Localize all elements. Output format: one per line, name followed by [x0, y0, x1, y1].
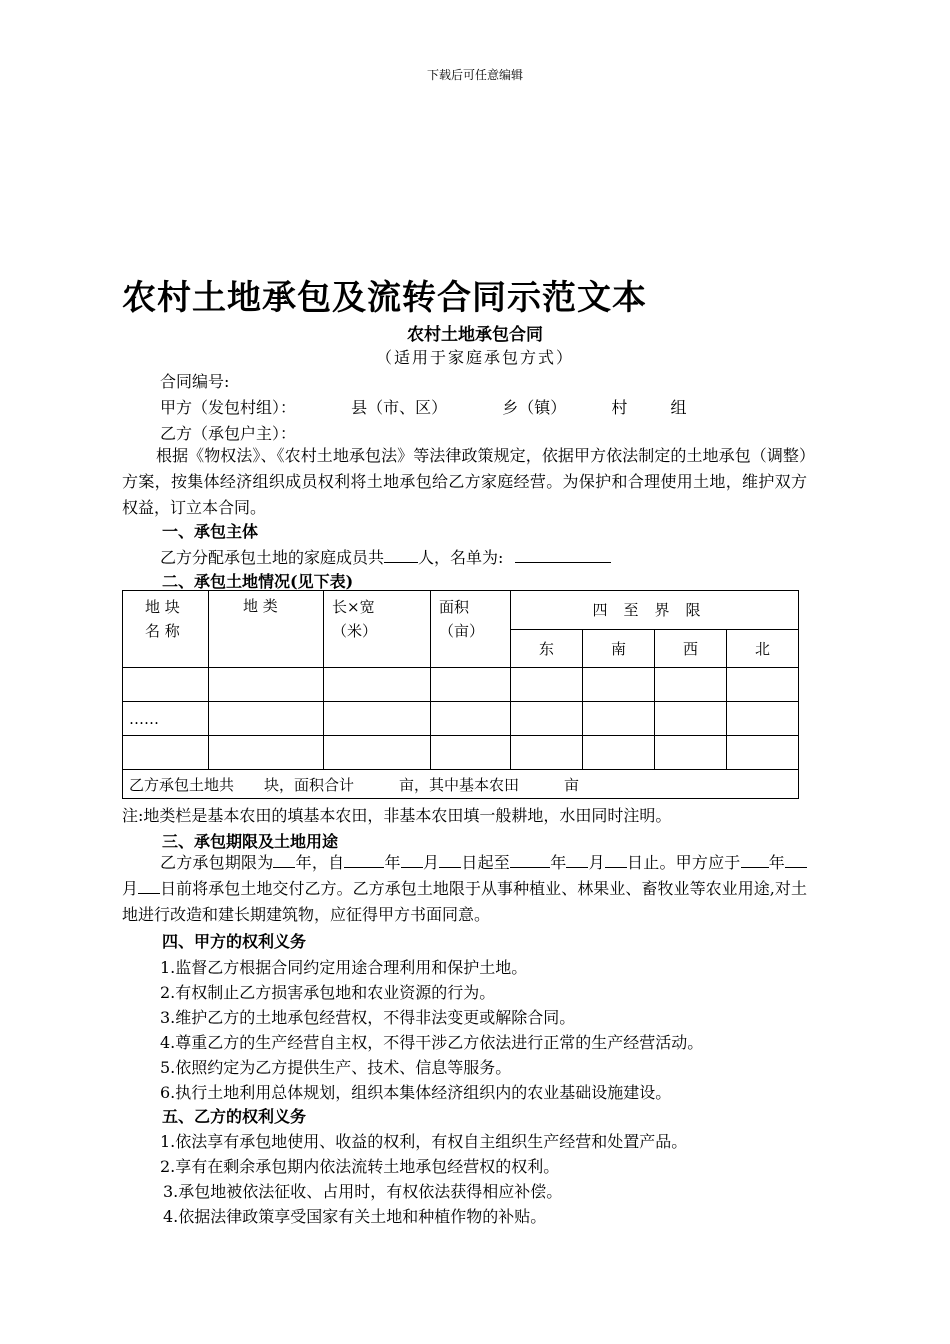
start-month-blank	[401, 852, 423, 868]
table-cell	[431, 702, 511, 736]
family-members-line	[160, 545, 611, 568]
table-cell	[431, 668, 511, 702]
contract-subtitle: 农村土地承包合同	[407, 325, 543, 345]
party-a-item: 3.维护乙方的土地承包经营权，不得非法变更或解除合同。	[160, 1008, 576, 1027]
start-day-blank	[439, 852, 461, 868]
group-label: 组	[670, 398, 687, 417]
table-row	[123, 668, 799, 702]
table-row	[123, 736, 799, 770]
table-cell	[583, 736, 655, 770]
table-cell	[209, 736, 324, 770]
land-type-note: 注:地类栏是基本农田的填基本农田，非基本农田填一般耕地，水田同时注明。	[122, 806, 672, 825]
end-year-blank	[510, 852, 550, 868]
section-4-heading: 四、甲方的权利义务	[162, 932, 307, 951]
header-four-boundaries: 四至界限	[511, 591, 799, 630]
header-length-width: 长×宽 （米）	[324, 591, 431, 668]
table-cell	[324, 702, 431, 736]
term-text: 月	[588, 853, 605, 872]
term-text: 乙方承包期限为	[160, 853, 274, 872]
table-cell	[209, 668, 324, 702]
table-summary-row: 乙方承包土地共 块，面积合计 亩，其中基本农田 亩	[123, 770, 799, 799]
member-count-blank	[384, 547, 418, 563]
section-3-heading: 三、承包期限及土地用途	[162, 832, 339, 851]
member-list-blank	[515, 547, 611, 563]
header-land-type: 地 类	[209, 591, 324, 668]
table-cell	[511, 736, 583, 770]
header-area: 面积 （亩）	[431, 591, 511, 668]
contract-number-field: 合同编号:	[160, 372, 230, 391]
table-cell	[431, 736, 511, 770]
party-a-item: 4.尊重乙方的生产经营自主权，不得干涉乙方依法进行正常的生产经营活动。	[160, 1033, 704, 1052]
table-cell	[511, 702, 583, 736]
term-text: 月	[122, 879, 139, 898]
party-b-item: 1.依法享有承包地使用、收益的权利，有权自主组织生产经营和处置产品。	[160, 1132, 688, 1151]
term-paragraph	[122, 850, 807, 928]
table-cell	[583, 702, 655, 736]
table-cell	[727, 668, 799, 702]
table-cell-ellipsis: ……	[123, 702, 209, 736]
table-cell	[727, 702, 799, 736]
term-text: 年	[768, 853, 785, 872]
party-b-item: 3.承包地被依法征收、占用时，有权依法获得相应补偿。	[163, 1182, 563, 1201]
end-day-blank	[605, 852, 627, 868]
party-b-field: 乙方（承包户主）：	[160, 424, 297, 443]
header-west: 西	[655, 629, 727, 668]
header-note: 下载后可任意编辑	[426, 68, 523, 82]
section-2-heading: 二、承包土地情况(见下表)	[162, 572, 354, 591]
header-east: 东	[511, 629, 583, 668]
deliver-year-blank	[741, 852, 769, 868]
party-b-item: 4.依据法律政策享受国家有关土地和种植作物的补贴。	[163, 1207, 547, 1226]
term-text: 月	[422, 853, 440, 872]
party-a-item: 6.执行土地利用总体规划，组织本集体经济组织内的农业基础设施建设。	[160, 1083, 672, 1102]
table-cell	[655, 736, 727, 770]
table-row	[123, 702, 799, 736]
intro-paragraph: 根据《物权法》、《农村土地承包法》等法律政策规定，依据甲方依法制定的土地承包（调整）方案，按集体经济组织成员权利将土地承包给乙方家庭经营。为保护和合理使用土地，维护双方权益，订立本合同。	[122, 446, 807, 517]
table-cell	[583, 668, 655, 702]
party-a-field	[160, 395, 686, 418]
table-cell	[655, 668, 727, 702]
party-a-item: 1.监督乙方根据合同约定用途合理利用和保护土地。	[160, 958, 528, 977]
term-text: 年	[550, 853, 567, 872]
table-cell	[511, 668, 583, 702]
term-text: 日止。甲方应于	[626, 853, 741, 872]
header-south: 南	[583, 629, 655, 668]
table-cell	[324, 736, 431, 770]
county-label: 县（市、区）	[351, 398, 448, 417]
table-cell	[123, 668, 209, 702]
term-text: 日前将承包土地交付乙方。乙方承包土地限于从事种植业、林果业、畜牧业等农业用途,对土地进行改造和建长期建筑物，应征得甲方书面同意。	[122, 879, 807, 924]
land-table	[122, 590, 799, 799]
table-cell	[655, 702, 727, 736]
table-cell	[324, 668, 431, 702]
deliver-day-blank	[138, 878, 160, 894]
township-label: 乡（镇）	[502, 398, 567, 417]
header-plot-name: 地 块 名 称	[123, 591, 209, 668]
party-a-label: 甲方（发包村组）：	[160, 398, 297, 417]
party-b-item: 2.享有在剩余承包期内依法流转土地承包经营权的权利。	[160, 1157, 560, 1176]
term-years-blank	[273, 852, 295, 868]
header-north: 北	[727, 629, 799, 668]
member-list-text: 人，名单为:	[418, 548, 504, 567]
term-text: 日起至	[461, 853, 510, 872]
start-year-blank	[344, 852, 384, 868]
section-1-heading: 一、承包主体	[162, 522, 259, 541]
party-a-item: 2.有权制止乙方损害承包地和农业资源的行为。	[160, 983, 496, 1002]
table-cell	[727, 736, 799, 770]
term-text: 年	[384, 853, 401, 872]
table-cell	[209, 702, 324, 736]
section-5-heading: 五、乙方的权利义务	[162, 1107, 307, 1126]
term-text: 年，自	[295, 853, 345, 872]
deliver-month-blank	[785, 852, 807, 868]
family-members-text: 乙方分配承包土地的家庭成员共	[160, 548, 385, 567]
contract-subnote: （适用于家庭承包方式）	[375, 348, 574, 367]
party-a-item: 5.依照约定为乙方提供生产、技术、信息等服务。	[160, 1058, 512, 1077]
village-label: 村	[611, 398, 628, 417]
document-title: 农村土地承包及流转合同示范文本	[122, 278, 647, 318]
table-cell	[123, 736, 209, 770]
end-month-blank	[566, 852, 588, 868]
